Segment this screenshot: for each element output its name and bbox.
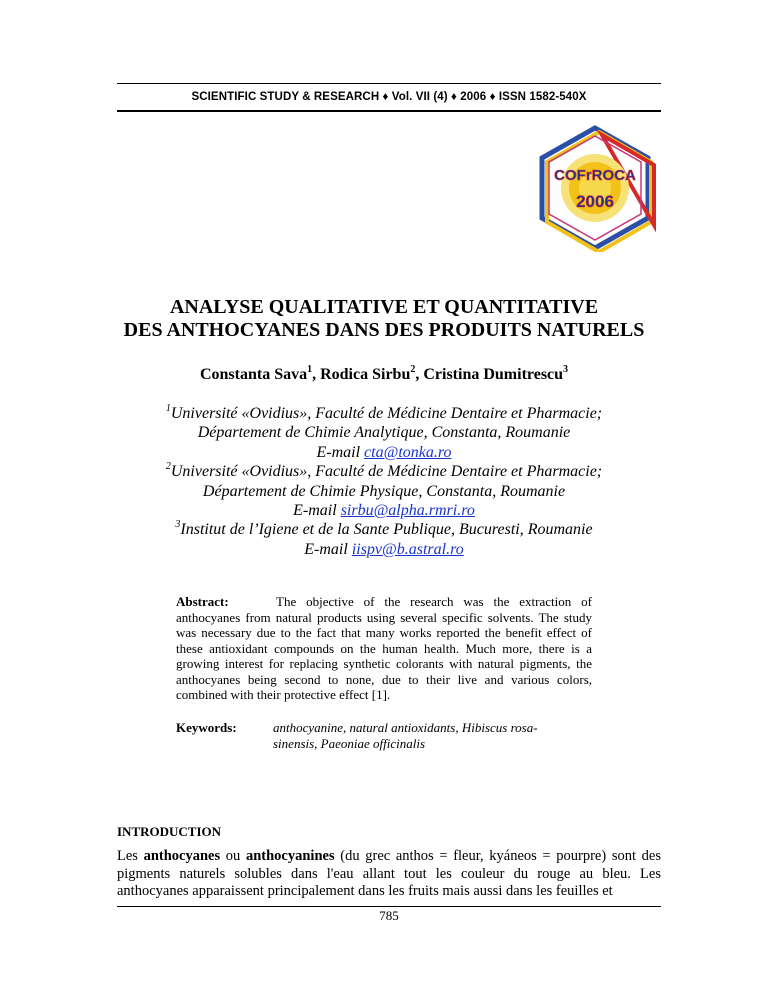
page-number: 785 — [379, 908, 399, 923]
affiliation-3-line-1: $^3$Institut de l’Igiene et de la Sante Publique, Bucuresti, Roumanie — [175, 519, 593, 539]
abstract-label: Abstract: — [176, 594, 229, 609]
title-line-1: ANALYSE QUALITATIVE ET QUANTITATIVE — [169, 296, 599, 318]
cofrroca-logo-graphic — [530, 122, 660, 252]
keywords-label: Keywords: — [176, 720, 237, 735]
journal-header — [117, 83, 661, 112]
keywords-text: anthocyanine, natural antioxidants, Hibiscus rosa-sinensis, Paeoniae officinalis — [273, 720, 538, 751]
affiliation-2-email: E-mail sirbu@alpha.rmri.ro — [293, 502, 475, 520]
affiliation-2-line-1: $^2$Université «Ovidius», Faculté de Médicine Dentaire et Pharmacie; — [165, 460, 603, 481]
introduction-paragraph: Les anthocyanes ou anthocyanines (du grec anthos = fleur, kyáneos = pourpre) sont des pigments naturels solubles dans l'eau allant tout les couleur du rouge au bleu. Les anthocyanes apparaissent principalement dans les fruits mais aussi dans les feuilles et — [117, 848, 661, 899]
affiliations — [80, 404, 688, 559]
cofrroca-logo — [530, 122, 660, 252]
email-link[interactable]: cta@tonka.ro — [364, 443, 452, 461]
affiliation-2-line-2: Département de Chimie Physique, Constanta, Roumanie — [202, 482, 566, 500]
email-link[interactable]: sirbu@alpha.rmri.ro — [340, 502, 475, 520]
affiliation-1-line-1: $^1$Université «Ovidius», Faculté de Médicine Dentaire et Pharmacie; — [165, 402, 603, 422]
affiliation-1-email: E-mail cta@tonka.ro — [316, 443, 452, 461]
footer-divider — [117, 906, 661, 907]
email-link[interactable]: iispv@b.astral.ro — [351, 540, 464, 558]
author-list: Constanta Sava$^1$, Rodica Sirbu$^2$, Cristina Dumitrescu$^3$ — [199, 363, 569, 383]
affiliation-1-line-2: Département de Chimie Analytique, Constanta, Roumanie — [197, 424, 571, 442]
title-line-2: DES ANTHOCYANES DANS DES PRODUITS NATURELS — [123, 319, 645, 341]
author-name: Constanta Sava — [199, 366, 308, 383]
abstract-text: The objective of the research was the extraction of anthocyanes from natural products using several specific solvents. The study was necessary due to the fact that many works reported the benefit effect of these antioxidant compounds on the human health. Much more, there is a growing interest for replacing synthetic colorants with natural pigments, the anthocyanes being second to none, due to their live and various colors, combined with their protective effect [1]. — [176, 594, 592, 702]
affiliation-3-email: E-mail iispv@b.astral.ro — [304, 540, 464, 558]
term-anthocyanines: anthocyanines — [245, 848, 335, 864]
journal-header-text: SCIENTIFIC STUDY & RESEARCH ♦ Vol. VII (4) ♦ 2006 ♦ ISSN 1582-540X — [191, 91, 587, 103]
paper-title — [80, 296, 688, 342]
author-affiliation-mark: 3 — [563, 363, 569, 375]
author-name: Cristina Dumitrescu — [423, 366, 564, 383]
term-anthocyanes: anthocyanes — [143, 848, 221, 864]
abstract — [176, 594, 592, 703]
logo-text-name: COFrROCA — [554, 167, 636, 184]
author-affiliation-mark: 1 — [307, 363, 313, 375]
section-heading-introduction: INTRODUCTION — [117, 824, 222, 839]
author-affiliation-mark: 2 — [410, 363, 416, 375]
logo-text-year: 2006 — [576, 192, 614, 211]
author-name: Rodica Sirbu — [320, 366, 411, 383]
